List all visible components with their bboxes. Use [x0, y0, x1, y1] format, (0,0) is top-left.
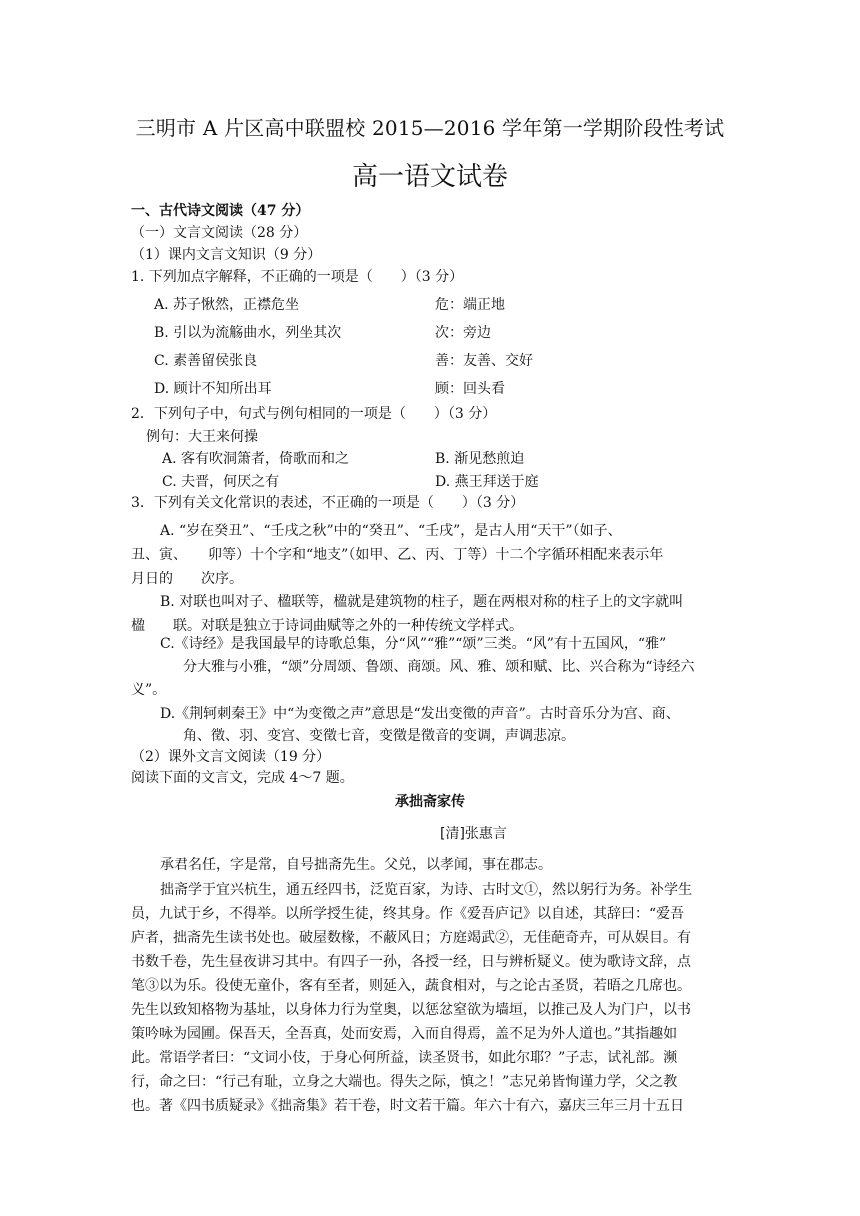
passage-line: 也。著《四书质疑录》《拙斋集》若干卷，时文若干篇。年六十有六，嘉庆三年三月十五日	[131, 1098, 684, 1114]
question-3-line: 义”。	[131, 682, 167, 698]
passage-line: 员，九试于乡，不得举。以所学授生徒，终其身。作《爱吾庐记》以自述，其辞曰：“爱吾	[131, 906, 685, 922]
passage-line: 笔③以为乐。役使无童仆，客有至者，则延入，蔬食相对，与之论古圣贤，若晤之几席也。	[131, 978, 691, 994]
question-1-option-c: C. 素善留侯张良	[154, 353, 258, 369]
passage-line: 此。常语学者曰：“文词小伎，于身心何所益，读圣贤书，如此尔耶？”子志，试礼部。濒	[131, 1050, 678, 1066]
reading-instruction: 阅读下面的文言文，完成 4～7 题。	[131, 770, 354, 786]
question-3-line: 月日的 次序。	[131, 571, 243, 587]
passage-line: 承君名任，字是常，自号拙斋先生。父兑，以孝闻，事在郡志。	[160, 857, 552, 873]
passage-line: 策吟咏为园圃。保吾天，全吾真，处而安焉，入而自得焉，盖不足为外人道也。”其指趣如	[131, 1026, 678, 1042]
question-3-line: C.《诗经》是我国最早的诗歌总集，分“风”“雅”“颂”三类。“风”有十五国风，“雅”	[160, 636, 667, 652]
question-1-option-a-gloss: 危：端正地	[435, 297, 505, 313]
question-3-line: 分大雅与小雅，“颂”分周颂、鲁颂、商颂。风、雅、颂和赋、比、兴合称为“诗经六	[183, 659, 695, 675]
question-1-option-a: A. 苏子愀然，正襟危坐	[154, 297, 300, 313]
question-2-option-d: D. 燕王拜送于庭	[435, 474, 539, 490]
subsection-heading: （1）课内文言文知识（9 分）	[131, 247, 322, 263]
question-3-line: 楹 联。对联是独立于诗词曲赋等之外的一种传统文学样式。	[131, 618, 523, 634]
question-2-option-b: B. 渐见愁煎迫	[435, 451, 525, 467]
question-2-stem: 2．下列句子中，句式与例句相同的一项是（ ）（3 分）	[131, 406, 497, 422]
question-1-option-b: B. 引以为流觞曲水，列坐其次	[154, 325, 342, 341]
question-3-line: 丑、寅、 卯等）十个字和“地支”（如甲、乙、丙、丁等）十二个字循环相配来表示年	[131, 547, 664, 563]
passage-line: 拙斋学于宜兴杭生，通五经四书，泛览百家，为诗、古时文①，然以躬行为务。补学生	[160, 882, 692, 898]
passage-title: 承拙斋家传	[395, 794, 465, 810]
question-2-option-a: A. 客有吹洞箫者，倚歌而和之	[162, 451, 350, 467]
passage-line: 书数千卷，先生昼夜讲习其中。有四子一孙，各授一经，日与辨析疑义。使为歌诗文辞，点	[131, 954, 691, 970]
passage-author: [清]张惠言	[440, 826, 507, 842]
question-1-option-b-gloss: 次：旁边	[435, 325, 491, 341]
subsection-heading: （一）文言文阅读（28 分）	[131, 225, 308, 241]
question-2-example: 例句：大王来何操	[146, 429, 258, 445]
passage-line: 先生以致知格物为基址，以身体力行为堂奥，以惩忿窒欲为墙垣，以推己及人为门户，以书	[131, 1002, 691, 1018]
question-3-stem: 3．下列有关文化常识的表述，不正确的一项是（ ）（3 分）	[131, 495, 525, 511]
exam-subtitle: 高一语文试卷	[351, 162, 508, 192]
question-1-option-c-gloss: 善：友善、交好	[435, 353, 533, 369]
question-1-option-d: D. 顾计不知所出耳	[154, 381, 272, 397]
question-2-option-c: C. 夫晋，何厌之有	[162, 474, 280, 490]
question-3-line: A. “岁在癸丑”、“壬戌之秋”中的“癸丑”、“壬戌”，是古人用“天干”（如子、	[160, 523, 622, 539]
passage-line: 庐者，拙斋先生读书处也。破屋数椽，不蔽风日；方庭竭武②，无佳葩奇卉，可从娱目。有	[131, 930, 691, 946]
subsection-heading: （2）课外文言文阅读（19 分）	[131, 749, 331, 765]
question-3-line: D.《荆轲刺秦王》中“为变徵之声”意思是“发出变徵的声音”。古时音乐分为宫、商、	[160, 706, 680, 722]
question-3-line: B. 对联也叫对子、楹联等，楹就是建筑物的柱子，题在两根对称的柱子上的文字就叫	[160, 594, 684, 610]
question-1-option-d-gloss: 顾：回头看	[435, 381, 505, 397]
section-heading: 一、古代诗文阅读（47 分）	[131, 203, 310, 219]
passage-line: 行，命之曰：“行己有耻，立身之大端也。得失之际，慎之！”志兄弟皆恂谨力学，父之教	[131, 1074, 678, 1090]
question-3-line: 角、徵、羽、变宫、变徵七音，变徵是徵音的变调，声调悲凉。	[183, 728, 575, 744]
question-1-stem: 1. 下列加点字解释，不正确的一项是（ ）（3 分）	[131, 269, 464, 285]
exam-title: 三明市 A 片区高中联盟校 2015—2016 学年第一学期阶段性考试	[135, 116, 725, 140]
